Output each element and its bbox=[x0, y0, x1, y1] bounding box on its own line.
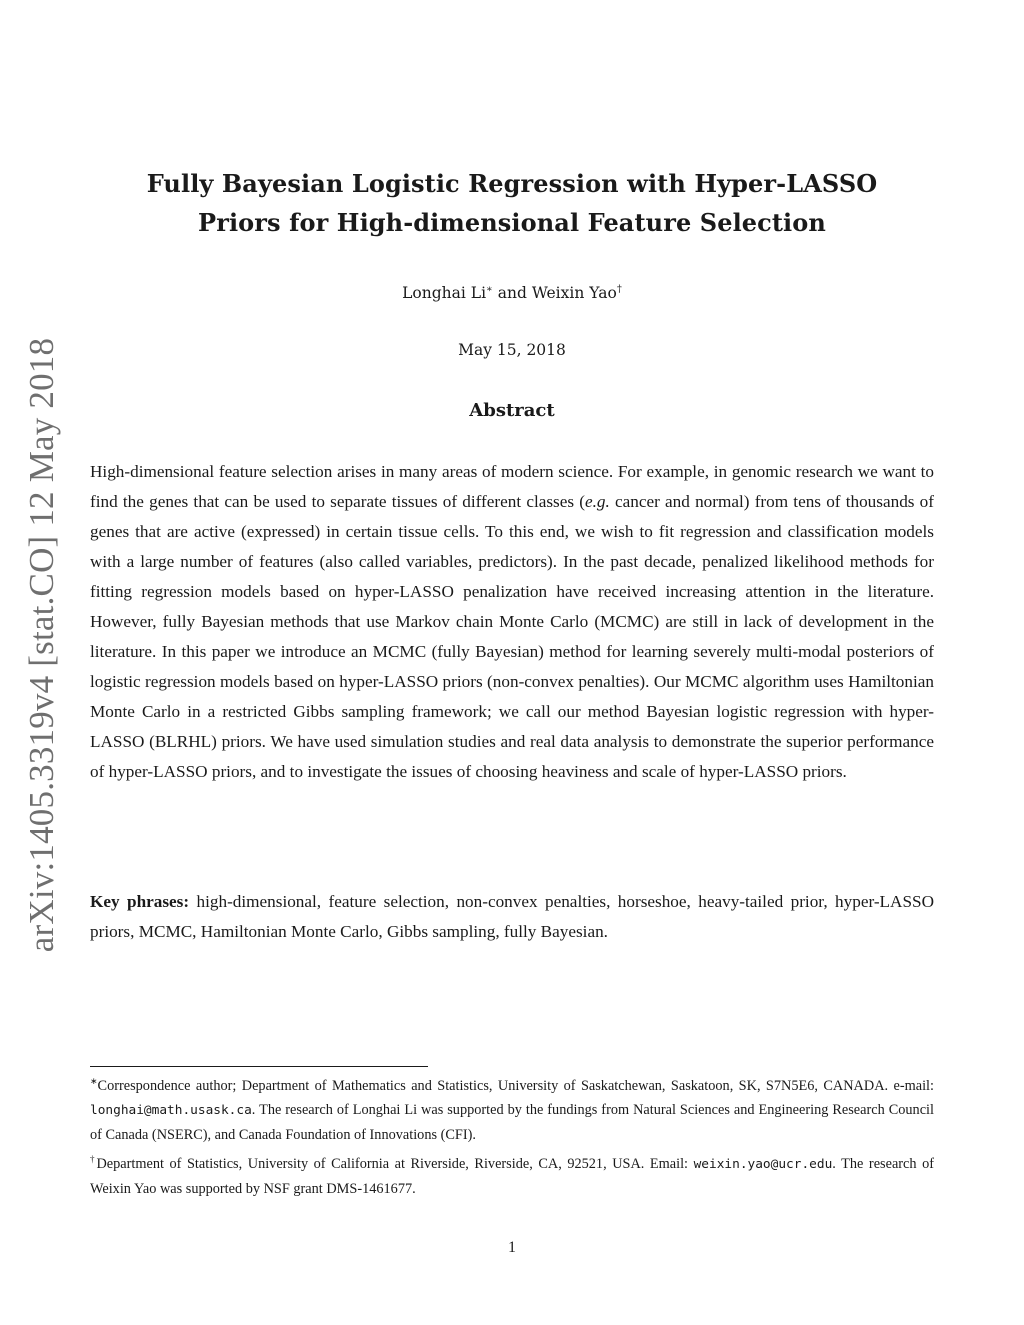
abstract-text-part-2: cancer and normal) from tens of thousands of genes that are active (expressed) in certain tissue cells. To this end, we wish to fit regression and classification models with a large number of features (also called variables, predictors). In the past decade, penalized likelihood methods for fitting regression models based on hyper-LASSO penalization have received increasing attention in the literature. However, fully Bayesian methods that use Markov chain Monte Carlo (MCMC) are still in lack of development in the literature. In this paper we introduce an MCMC (fully Bayesian) method for learning severely multi-modal posteriors of logistic regression models based on hyper-LASSO priors (non-convex penalties). Our MCMC algorithm uses Hamiltonian Monte Carlo in a restricted Gibbs sampling framework; we call our method Bayesian logistic regression with hyper-LASSO (BLRHL) priors. We have used simulation studies and real data analysis to demonstrate the superior performance of hyper-LASSO priors, and to investigate the issues of choosing heaviness and scale of hyper-LASSO priors. bbox=[90, 492, 934, 781]
key-phrases-text: high-dimensional, feature selection, non-convex penalties, horseshoe, heavy-tailed prior, hyper-LASSO priors, MCMC, Hamiltonian Monte Carlo, Gibbs sampling, fully Bayesian. bbox=[90, 892, 934, 941]
abstract-body bbox=[90, 457, 934, 787]
footnote-2-mark: † bbox=[90, 1153, 97, 1164]
footnote-1-mark: ∗ bbox=[90, 1076, 98, 1086]
footnote-2-email[interactable]: weixin.yao@ucr.edu bbox=[693, 1156, 833, 1172]
abstract-text-part-1: High-dimensional feature selection arises in many areas of modern science. For example, in genomic research we want to find the genes that can be used to separate tissues of different classes ( bbox=[90, 462, 934, 511]
footnotes bbox=[90, 1069, 934, 1201]
key-phrases-label: Key phrases: bbox=[90, 892, 190, 911]
footnote-correspondence bbox=[90, 1069, 934, 1147]
author-connector: and bbox=[492, 284, 532, 303]
author-1-footnote-mark: ∗ bbox=[486, 284, 493, 295]
paper-title-line-1: Fully Bayesian Logistic Regression with Hyper-LASSO bbox=[146, 169, 878, 198]
footnote-1-text-after: . The research of Longhai Li was supported by the fundings from Natural Sciences and Engineering Research Council of Canada (NSERC), and Canada Foundation of Innovations (CFI). bbox=[90, 1101, 934, 1143]
author-name-2: Weixin Yao bbox=[531, 284, 617, 303]
footnote-2-text-before: Department of Statistics, University of California at Riverside, Riverside, CA, 92521, USA. Email: bbox=[96, 1155, 694, 1172]
author-name-1: Longhai Li bbox=[402, 284, 487, 303]
arxiv-identifier-stamp: arXiv:1405.3319v4 [stat.CO] 12 May 2018 bbox=[22, 337, 61, 953]
paper-title bbox=[90, 164, 934, 242]
footnote-1-text-before: Correspondence author; Department of Mathematics and Statistics, University of Saskatchewan, Saskatoon, SK, S7N5E6, CANADA. e-mail: bbox=[97, 1077, 934, 1094]
footnote-1-email[interactable]: longhai@math.usask.ca bbox=[90, 1102, 252, 1118]
footnote-divider bbox=[90, 1066, 428, 1067]
abstract-heading: Abstract bbox=[469, 400, 555, 421]
abstract-eg-abbreviation: e.g. bbox=[584, 492, 610, 511]
key-phrases bbox=[90, 887, 934, 947]
paper-title-line-2: Priors for High-dimensional Feature Selection bbox=[198, 208, 826, 237]
author-list bbox=[90, 284, 934, 302]
page-number: 1 bbox=[508, 1239, 516, 1256]
author-2-footnote-mark: † bbox=[616, 284, 622, 295]
publication-date: May 15, 2018 bbox=[458, 341, 566, 359]
footnote-second-author bbox=[90, 1147, 934, 1201]
footnote-2-text-after: . The research of Weixin Yao was supported by NSF grant DMS-1461677. bbox=[90, 1155, 935, 1197]
